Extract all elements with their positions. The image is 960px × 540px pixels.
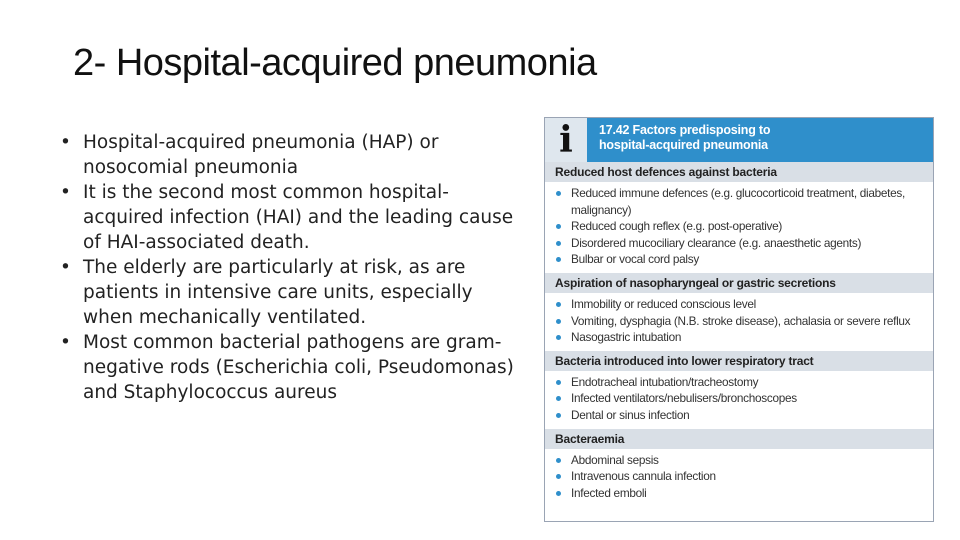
bullet-item xyxy=(58,255,528,330)
bullet-dot xyxy=(556,491,561,496)
section-item xyxy=(555,468,929,485)
info-icon: i xyxy=(559,119,573,161)
bullet-item xyxy=(58,130,528,180)
section-item xyxy=(555,235,929,252)
section-item xyxy=(555,452,929,469)
section-item-text: Vomiting, dysphagia (N.B. stroke disease), achalasia or severe reflux xyxy=(571,313,911,328)
section-heading: Bacteria introduced into lower respiratory tract xyxy=(545,351,933,371)
section-item xyxy=(555,329,929,346)
info-box-title-line: hospital-acquired pneumonia xyxy=(599,138,768,152)
section-list xyxy=(545,293,933,351)
factors-info-box xyxy=(544,117,934,522)
bullet-dot xyxy=(556,241,561,246)
bullet-text: Hospital-acquired pneumonia (HAP) or nosocomial pneumonia xyxy=(83,132,439,178)
info-box-title xyxy=(587,118,933,162)
bullet-text: The elderly are particularly at risk, as are patients in intensive care units, especially when mechanically ventilated. xyxy=(83,257,473,328)
bullet-item xyxy=(58,330,528,405)
bullet-text: Most common bacterial pathogens are gram-negative rods (Escherichia coli, Pseudomonas) and Staphylococcus aureus xyxy=(83,332,514,403)
bullet-dot xyxy=(556,319,561,324)
section-item xyxy=(555,251,929,268)
section-item-text: Reduced cough reflex (e.g. post-operative) xyxy=(571,219,783,234)
bullet-dot: • xyxy=(60,332,71,353)
bullet-list xyxy=(58,130,528,405)
section-item-text: Disordered mucociliary clearance (e.g. anaesthetic agents) xyxy=(571,235,862,250)
section-item-text: Intravenous cannula infection xyxy=(571,469,716,484)
section-list xyxy=(545,371,933,429)
bullet-dot: • xyxy=(60,132,71,153)
info-box-title-line: 17.42 Factors predisposing to xyxy=(599,123,771,137)
section-item-text: Infected emboli xyxy=(571,485,647,500)
section-item-text: Infected ventilators/nebulisers/bronchoscopes xyxy=(571,391,797,406)
bullet-dot xyxy=(556,224,561,229)
section-item xyxy=(555,390,929,407)
bullet-dot xyxy=(556,302,561,307)
section-item-text: Immobility or reduced conscious level xyxy=(571,296,756,311)
bullet-dot xyxy=(556,396,561,401)
section-item-text: Bulbar or vocal cord palsy xyxy=(571,252,699,267)
section-item xyxy=(555,218,929,235)
section-item xyxy=(555,313,929,330)
section-item-text: Dental or sinus infection xyxy=(571,407,690,422)
bullet-dot: • xyxy=(60,257,71,278)
slide-title: 2- Hospital-acquired pneumonia xyxy=(73,42,597,84)
bullet-dot xyxy=(556,335,561,340)
info-icon-cell xyxy=(545,118,587,162)
info-box-header xyxy=(545,118,933,162)
bullet-item xyxy=(58,180,528,255)
section-item-text: Endotracheal intubation/tracheostomy xyxy=(571,374,759,389)
section-item xyxy=(555,407,929,424)
section-item-text: Abdominal sepsis xyxy=(571,452,659,467)
section-item xyxy=(555,485,929,502)
section-list xyxy=(545,182,933,273)
bullet-dot: • xyxy=(60,182,71,203)
bullet-dot xyxy=(556,257,561,262)
section-heading: Reduced host defences against bacteria xyxy=(545,162,933,182)
section-heading: Aspiration of nasopharyngeal or gastric secretions xyxy=(545,273,933,293)
bullet-dot xyxy=(556,413,561,418)
bullet-dot xyxy=(556,474,561,479)
section-item xyxy=(555,296,929,313)
section-item-text: Nasogastric intubation xyxy=(571,330,682,345)
bullet-dot xyxy=(556,380,561,385)
bullet-dot xyxy=(556,191,561,196)
bullet-dot xyxy=(556,458,561,463)
section-heading: Bacteraemia xyxy=(545,429,933,449)
bullet-text: It is the second most common hospital-acquired infection (HAI) and the leading cause of HAI-associated death. xyxy=(83,182,514,253)
section-item-text: Reduced immune defences (e.g. glucocorticoid treatment, diabetes, malignancy) xyxy=(571,186,905,217)
section-list xyxy=(545,449,933,507)
section-item xyxy=(555,374,929,391)
section-item xyxy=(555,185,929,218)
